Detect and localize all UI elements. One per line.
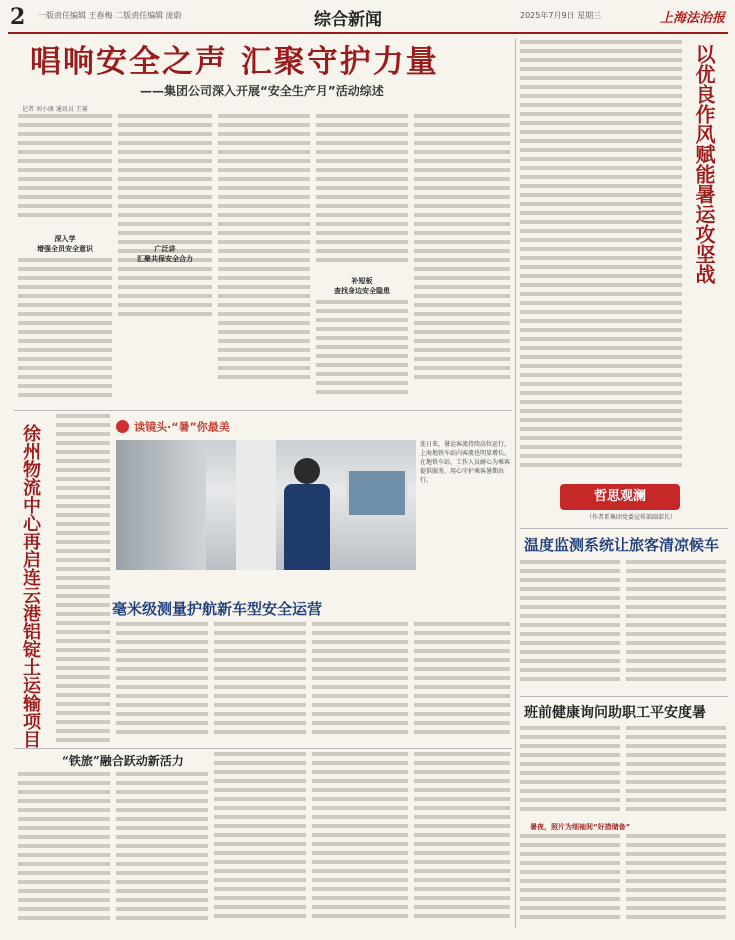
masthead-logo: 上海法治报 (660, 11, 726, 26)
page-number: 2 (10, 4, 26, 30)
bottom-mid-column-1 (214, 752, 306, 928)
commentary-signature: （作者系集团党委宣传部副部长） (586, 514, 677, 521)
millimeter-column-1 (116, 622, 208, 742)
main-story-column-2 (118, 114, 212, 334)
left-vertical-headline: 徐州物流中心再启连云港铝锭土运输项目 (20, 424, 41, 748)
main-headline: 唱响安全之声 汇聚守护力量 (30, 44, 439, 80)
team-headline: 班前健康询问助职工平安度暑 (524, 705, 706, 721)
team-column-1 (520, 726, 620, 818)
divider-right-1 (520, 528, 728, 529)
bottom-mid-column-2 (312, 752, 408, 928)
main-story-column-1b (18, 258, 112, 408)
bottom-mid-column-3 (414, 752, 510, 928)
left-story-column-a (56, 414, 110, 748)
main-story-column-4b (316, 300, 408, 408)
millimeter-column-2 (214, 622, 306, 742)
photo-caption: 连日来，暑运客流持续高位运行，上海地铁车站内客流也明显增长。在地铁车站，工作人员耐心为乘客提供服务，用心守护乘客暑期出行。 (420, 441, 511, 484)
divider-right-2 (520, 696, 728, 697)
header-rule (8, 32, 728, 34)
photo-staff-body (284, 484, 330, 570)
commentary-vertical-headline: 以优良作风赋能暑运攻坚战 (692, 44, 716, 284)
main-subheadline: ——集团公司深入开展“安全生产月”活动综述 (140, 84, 384, 98)
issue-date: 2025年7月9日 星期三 (520, 11, 602, 20)
temperature-column-2 (626, 560, 726, 688)
camera-icon (116, 420, 129, 433)
divider-lower (14, 748, 512, 749)
section-title: 综合新闻 (314, 10, 382, 30)
photo-pillar (236, 440, 276, 570)
bottom-left-column-1 (18, 772, 110, 928)
team-column-4 (626, 834, 726, 928)
millimeter-column-3 (312, 622, 408, 742)
temperature-column-1 (520, 560, 620, 688)
photo-display-screen (346, 468, 408, 518)
commentary-banner: 哲思观澜 (560, 484, 680, 510)
millimeter-headline: 毫米级测量护航新车型安全运营 (112, 600, 323, 618)
main-byline: 记者 刘小康 通讯员 王赛 (22, 106, 88, 113)
subhead-speak: 广泛讲 汇聚共保安全合力 (137, 245, 193, 263)
divider-main (14, 410, 512, 411)
main-story-column-4 (316, 114, 408, 274)
left-story-column-b (44, 618, 54, 628)
main-story-column-5 (414, 114, 510, 408)
team-column-2 (626, 726, 726, 818)
feature-photo (116, 440, 416, 570)
temperature-headline: 温度监测系统让旅客清凉候车 (524, 536, 720, 554)
photo-staff-figure (294, 458, 320, 484)
photo-banner: 读镜头·“暑”你最美 (116, 416, 306, 434)
subhead-learn: 深入学 增强全员安全意识 (37, 235, 93, 253)
commentary-text-column (520, 40, 682, 480)
main-story-column-3 (218, 114, 310, 408)
bottom-left-headline: “铁旅”融合跃动新活力 (62, 754, 184, 768)
team-column-3 (520, 834, 620, 928)
main-story-column-1 (18, 114, 112, 228)
subhead-fix: 补短板 查找身边安全隐患 (334, 277, 390, 295)
editor-credits: 一版责任编辑 王春梅 二版责任编辑 庞蔚 (38, 11, 182, 20)
photo-wall-panel (116, 440, 206, 570)
bottom-left-column-2 (116, 772, 208, 928)
team-subhead: 暑夜，照片为细袖间“好措储备” (530, 823, 631, 831)
divider-vertical (515, 38, 516, 928)
millimeter-column-4 (414, 622, 510, 742)
